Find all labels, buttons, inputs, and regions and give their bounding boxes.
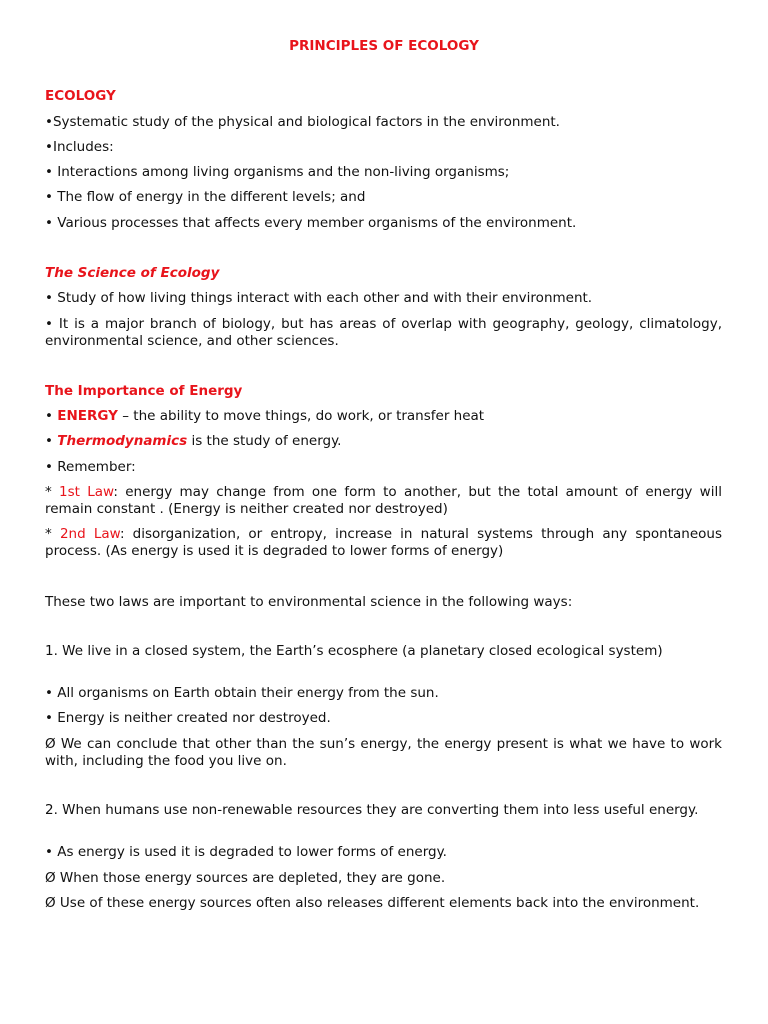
- document-title: PRINCIPLES OF ECOLOGY: [289, 38, 479, 54]
- point-1-bullet-2: • Energy is neither created nor destroyed.: [45, 710, 331, 726]
- energy-definition-text: – the ability to move things, do work, or transfer heat: [117, 408, 485, 424]
- thermodynamics-term: Thermodynamics: [57, 433, 188, 449]
- point-2-lead: 2. When humans use non-renewable resources they are converting them into less useful energy.: [45, 802, 699, 818]
- section-heading-science: The Science of Ecology: [45, 265, 220, 281]
- point-1-lead: 1. We live in a closed system, the Earth’s ecosphere (a planetary closed ecological system): [45, 643, 663, 659]
- first-law-term: 1st Law: [59, 484, 114, 500]
- ecology-paragraph-3: • Interactions among living organisms and the non-living organisms;: [45, 164, 510, 180]
- point-2-bullet-1: • As energy is used it is degraded to lower forms of energy.: [45, 844, 447, 860]
- ecology-paragraph-1: •Systematic study of the physical and biological factors in the environment.: [45, 114, 560, 130]
- ecology-paragraph-2: •Includes:: [45, 139, 114, 155]
- ecology-paragraph-5: • Various processes that affects every member organisms of the environment.: [45, 215, 577, 231]
- second-law-term: 2nd Law: [59, 526, 120, 542]
- remember-line: • Remember:: [45, 459, 136, 475]
- point-1-bullet-1: • All organisms on Earth obtain their energy from the sun.: [45, 685, 439, 701]
- ecology-paragraph-4: • The flow of energy in the different levels; and: [45, 189, 366, 205]
- point-1-conclusion: Ø We can conclude that other than the sun’s energy, the energy present is what we have to work with, including the food you live on.: [45, 736, 722, 769]
- bullet: •: [45, 433, 58, 449]
- section-heading-energy: The Importance of Energy: [45, 383, 243, 399]
- science-paragraph-2: • It is a major branch of biology, but has areas of overlap with geography, geology, climatology, environmental science, and other sciences.: [45, 316, 722, 349]
- first-law-text: : energy may change from one form to another, but the total amount of energy will remain constant . (Energy is neither created nor destroyed): [45, 484, 722, 517]
- point-2-conclusion-2: Ø Use of these energy sources often also releases different elements back into the environment.: [45, 895, 700, 911]
- laws-intro-paragraph: These two laws are important to environmental science in the following ways:: [45, 594, 573, 610]
- first-law-paragraph: [45, 484, 722, 518]
- second-law-paragraph: [45, 526, 722, 560]
- second-law-text: : disorganization, or entropy, increase in natural systems through any spontaneous process. (As energy is used it is degraded to lower forms of energy): [45, 526, 723, 559]
- bullet: •: [45, 408, 58, 424]
- section-heading-ecology: ECOLOGY: [45, 88, 116, 104]
- energy-term: ENERGY: [57, 408, 118, 424]
- point-2-conclusion-1: Ø When those energy sources are depleted, they are gone.: [45, 870, 446, 886]
- asterisk: *: [45, 526, 60, 542]
- thermodynamics-definition: [45, 433, 722, 450]
- asterisk: *: [45, 484, 60, 500]
- energy-definition: [45, 408, 722, 425]
- thermodynamics-definition-text: is the study of energy.: [187, 433, 342, 449]
- science-paragraph-1: • Study of how living things interact with each other and with their environment.: [45, 290, 593, 306]
